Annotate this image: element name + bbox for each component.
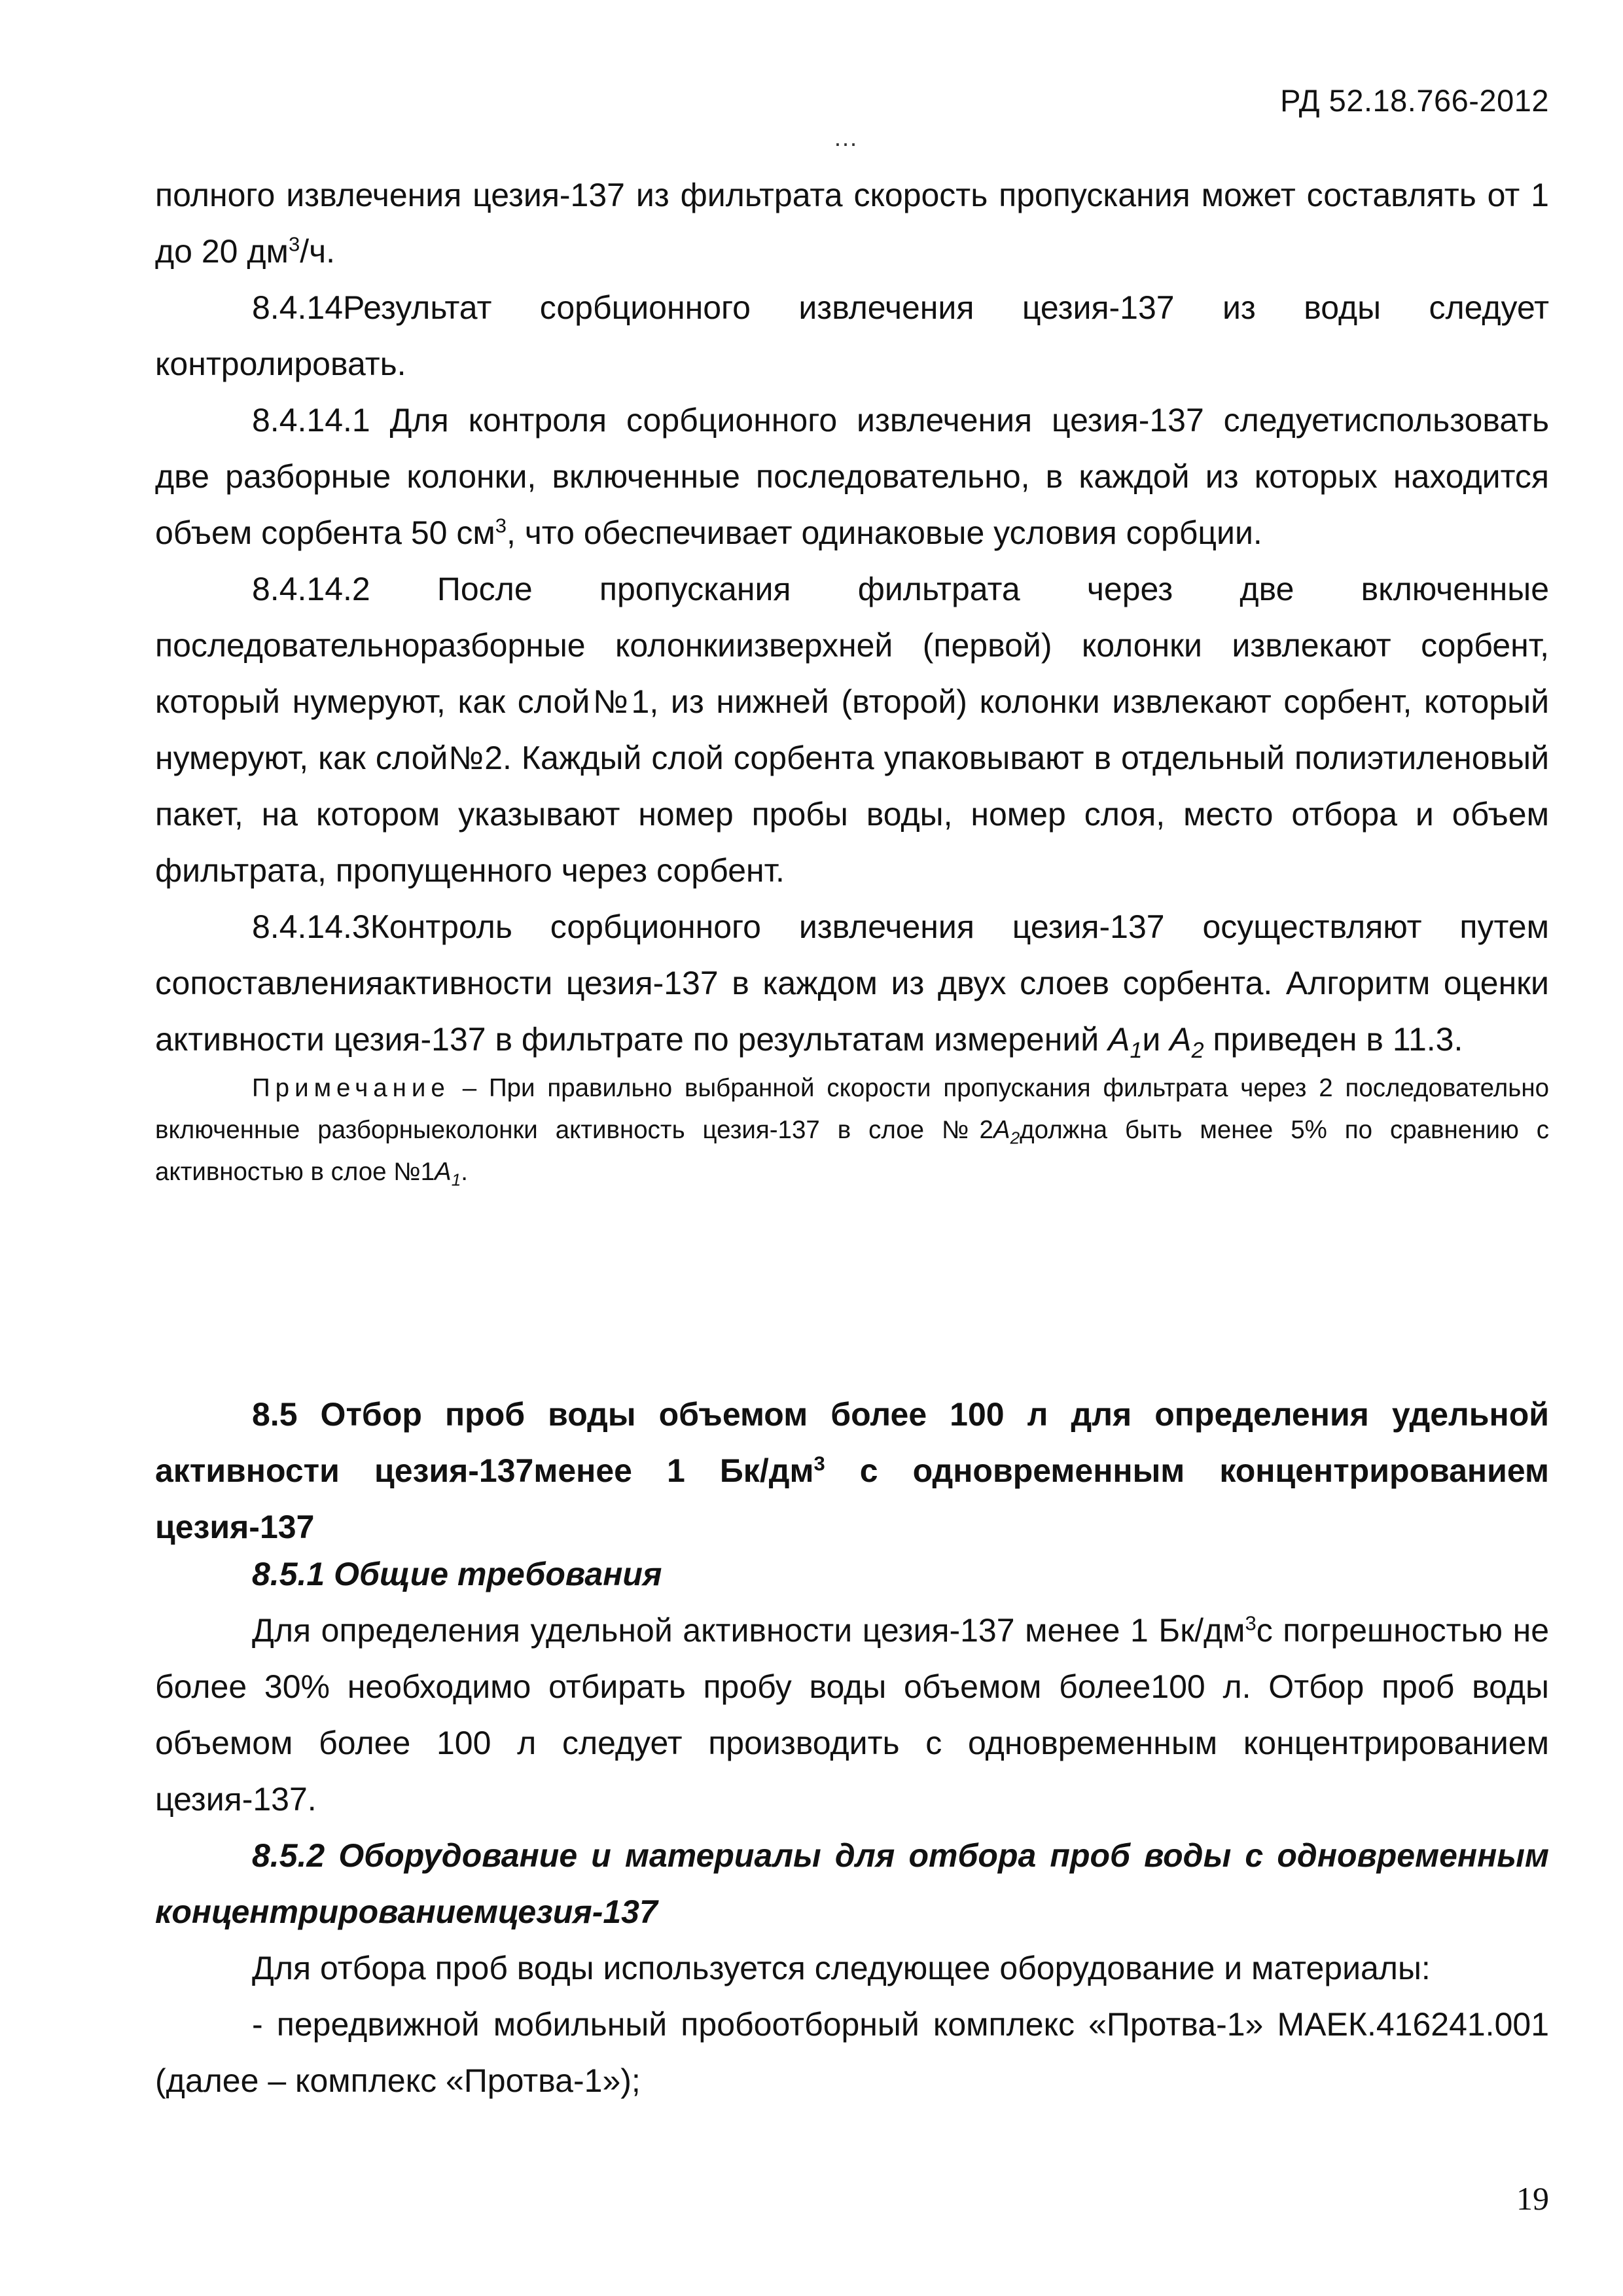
text: Для определения удельной активности цезия-137 менее 1 Бк/дм (252, 1612, 1245, 1649)
continuation-mark: … (833, 124, 858, 152)
paragraph-8-5-1 (155, 1602, 1549, 1827)
paragraph-8-4-14-3 (155, 899, 1549, 1067)
variable-a: A (1169, 1021, 1192, 1058)
text: . (461, 1158, 468, 1186)
text: , что обеспечивает одинаковые условия сорбции. (506, 514, 1262, 551)
text: с погрешностью не более 30% необходимо отбирать пробу воды объемом более100 л. Отбор проб воды объемом более 100 л следует производить с одновременным концентрированием цезия-137. (155, 1612, 1549, 1818)
text: /ч. (300, 233, 336, 270)
text: полного извлечения цезия-137 из фильтрата скорость пропускания может составлять от 1 до 20 дм (155, 177, 1549, 270)
text: должна быть менее 5% по сравнению с активностью в слое №1 (155, 1116, 1549, 1186)
paragraph-equipment-intro: Для отбора проб воды используется следующее оборудование и материалы: (252, 1950, 1431, 1986)
subscript: 1 (1130, 1038, 1143, 1063)
text: и (1142, 1021, 1170, 1058)
subscript: 1 (451, 1170, 461, 1190)
paragraph-cont (155, 167, 1549, 279)
text: 8.4.14.1 Для контроля сорбционного извлечения цезия-137 следуетиспользовать две разборные колонки, включенные последовательно, в каждой из которых находится объем сорбента 50 см (155, 402, 1549, 551)
paragraph-8-4-14-2: 8.4.14.2 После пропускания фильтрата через две включенные последовательноразборные колонкиизверхней (первой) колонки извлекают сорбент, который нумеруют, как слой№1, из нижней (второй) колонки извлекают сорбент, который нумеруют, как слой№2. Каждый слой сорбента упаковывают в отдельный полиэтиленовый пакет, на котором указывают номер пробы воды, номер слоя, место отбора и объем фильтрата, пропущенного через сорбент. (155, 571, 1549, 889)
subsection-heading-8-5-2: 8.5.2 Оборудование и материалы для отбора проб воды с одновременным концентрированиемцезия-137 (155, 1837, 1549, 1930)
text: с одновременным концентрированием цезия-137 (155, 1452, 1549, 1545)
subscript: 2 (1010, 1128, 1020, 1148)
variable-a: A (993, 1116, 1010, 1144)
text: 8.4.14.3Контроль сорбционного извлечения цезия-137 осуществляют путем сопоставленияактивности цезия-137 в каждом из двух слоев сорбента. Алгоритм оценки активности цезия-137 в фильтрате по результатам измерений (155, 908, 1549, 1058)
paragraph-8-4-14: 8.4.14Результат сорбционного извлечения цезия-137 из воды следует контролировать. (155, 289, 1549, 382)
text: приведен в 11.3. (1204, 1021, 1463, 1058)
section-heading-block (155, 1386, 1549, 1555)
paragraph-8-4-14-1 (155, 392, 1549, 561)
superscript: 3 (813, 1452, 825, 1475)
section-heading-8-5 (155, 1386, 1549, 1555)
page-number: 19 (1516, 2180, 1549, 2217)
body-text-top (155, 167, 1549, 1193)
text: 8.5 Отбор проб воды объемом более 100 л для определения удельной активности цезия-137менее 1 Бк/дм (155, 1396, 1549, 1489)
superscript: 3 (495, 514, 507, 537)
superscript: 3 (288, 232, 300, 256)
body-text-bottom (155, 1546, 1549, 2109)
superscript: 3 (1245, 1611, 1257, 1635)
note (155, 1067, 1549, 1193)
subsection-heading-8-5-1: 8.5.1 Общие требования (252, 1556, 662, 1592)
document-code: РД 52.18.766-2012 (1280, 83, 1549, 118)
subscript: 2 (1191, 1038, 1204, 1063)
list-item-equipment: - передвижной мобильный пробоотборный комплекс «Протва-1» МАЕК.416241.001 (далее – комплекс «Протва-1»); (155, 2006, 1549, 2099)
variable-a: A (1108, 1021, 1130, 1058)
variable-a: A (435, 1158, 452, 1186)
note-label: Примечание (252, 1074, 450, 1102)
text: – При правильно выбранной скорости пропускания фильтрата через 2 последовательно включенные разборныеколонки активность цезия-137 в слое №2 (155, 1074, 1549, 1144)
